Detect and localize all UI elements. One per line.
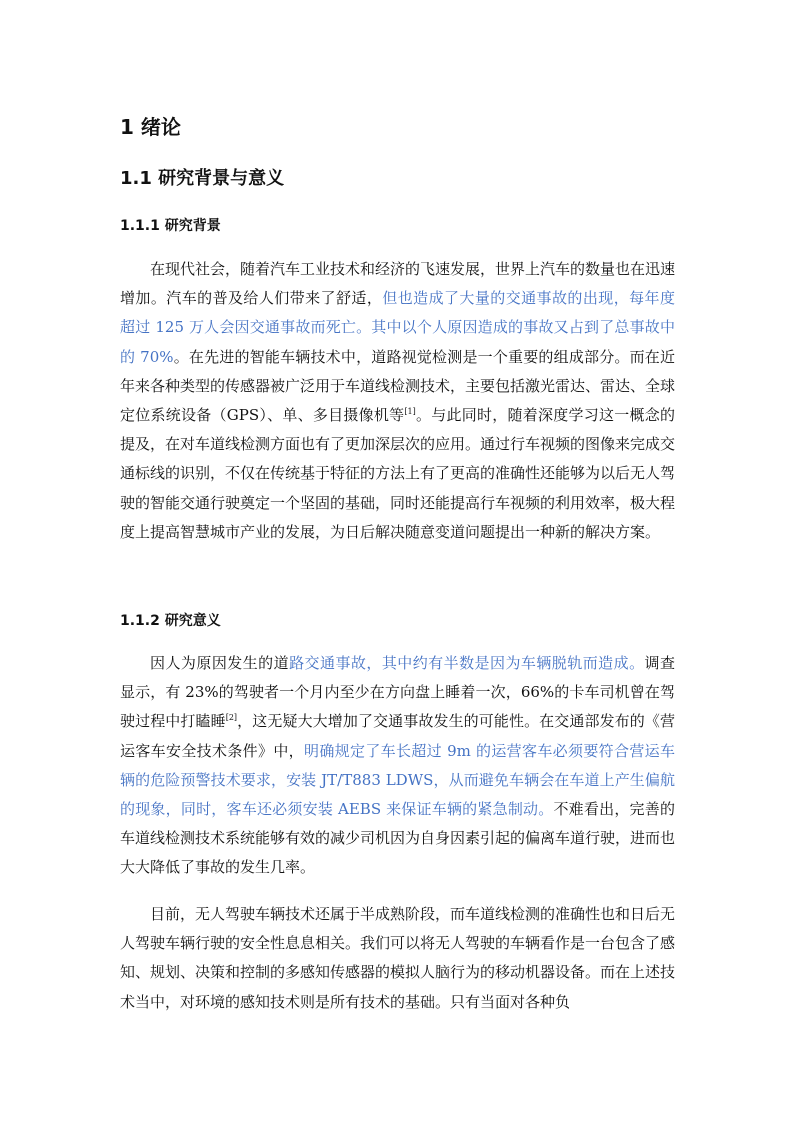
significance-paragraph bbox=[120, 649, 675, 883]
subsection-title-background: 1.1.1 研究背景 bbox=[120, 218, 221, 234]
text-run: 。在先进的智能车辆技术中，道路视觉检测是一个重要的组成部分。而在近年来各种类型的传感器被广泛用于车道线检测技术，主要包括激光雷达、雷达、全球定位系统设备（GPS）、单、多目摄像机等 bbox=[120, 347, 676, 425]
citation-ref: [1] bbox=[404, 407, 416, 417]
autonomous-driving-paragraph: 目前，无人驾驶车辆技术还属于半成熟阶段，而车道线检测的准确性也和日后无人驾驶车辆行驶的安全性息息相关。我们可以将无人驾驶的车辆看作是一台包含了感知、规划、决策和控制的多感知传感器的模拟人脑行为的移动机器设备。而在上述技术当中，对环境的感知技术则是所有技术的基础。只有当面对各种负 bbox=[120, 905, 676, 1011]
chapter-title: 1 绪论 bbox=[120, 115, 181, 139]
text-run: 。与此同时，随着深度学习这一概念的提及，在对车道线检测方面也有了更加深层次的应用。通过行车视频的图像来完成交通标线的识别，不仅在传统基于特征的方法上有了更高的准确性还能够为以后无人驾驶的智能交通行驶奠定一个坚固的基础，同时还能提高行车视频的利用效率，极大程度上提高智慧城市产业的发展，为日后解决随意变道问题提出一种新的解决方案。 bbox=[120, 406, 676, 541]
highlighted-text: 明确规定了车长超过 9m 的运营客车必须要符合营运车辆的危险预警技术要求，安装 JT/T883 LDWS，从而避免车辆会在车道上产生偏航的现象，同时，客车还必须安装 AEBS 来保证车辆的紧急制动。 bbox=[120, 741, 675, 819]
text-run: 因人为原因发生的道 bbox=[150, 654, 290, 672]
subsection-title-significance: 1.1.2 研究意义 bbox=[120, 613, 221, 629]
section-title: 1.1 研究背景与意义 bbox=[120, 168, 285, 189]
text-run: 不难看出，完善的车道线检测技术系统能够有效的减少司机因为自身因素引起的偏离车道行驶，进而也大大降低了事故的发生几率。 bbox=[120, 800, 676, 877]
citation-ref: [2] bbox=[225, 713, 238, 723]
text-run: ，这无疑大大增加了交通事故发生的可能性。在交通部发布的《营运客车安全技术条件》中， bbox=[120, 712, 675, 760]
text-run: 在现代社会，随着汽车工业技术和经济的飞速发展，世界上汽车的数量也在迅速增加。汽车的普及给人们带来了舒适， bbox=[120, 260, 676, 308]
text-run: 调查显示，有 23%的驾驶者一个月内至少在方向盘上睡着一次，66%的卡车司机曾在驾驶过程中打瞌睡 bbox=[120, 654, 675, 731]
background-paragraph bbox=[120, 255, 675, 547]
highlighted-text: 但也造成了大量的交通事故的出现，每年度超过 125 万人会因交通事故而死亡。其中以个人原因造成的事故又占到了总事故中的 70% bbox=[120, 289, 675, 366]
highlighted-text: 路交通事故，其中约有半数是因为车辆脱轨而造成。 bbox=[289, 654, 645, 672]
